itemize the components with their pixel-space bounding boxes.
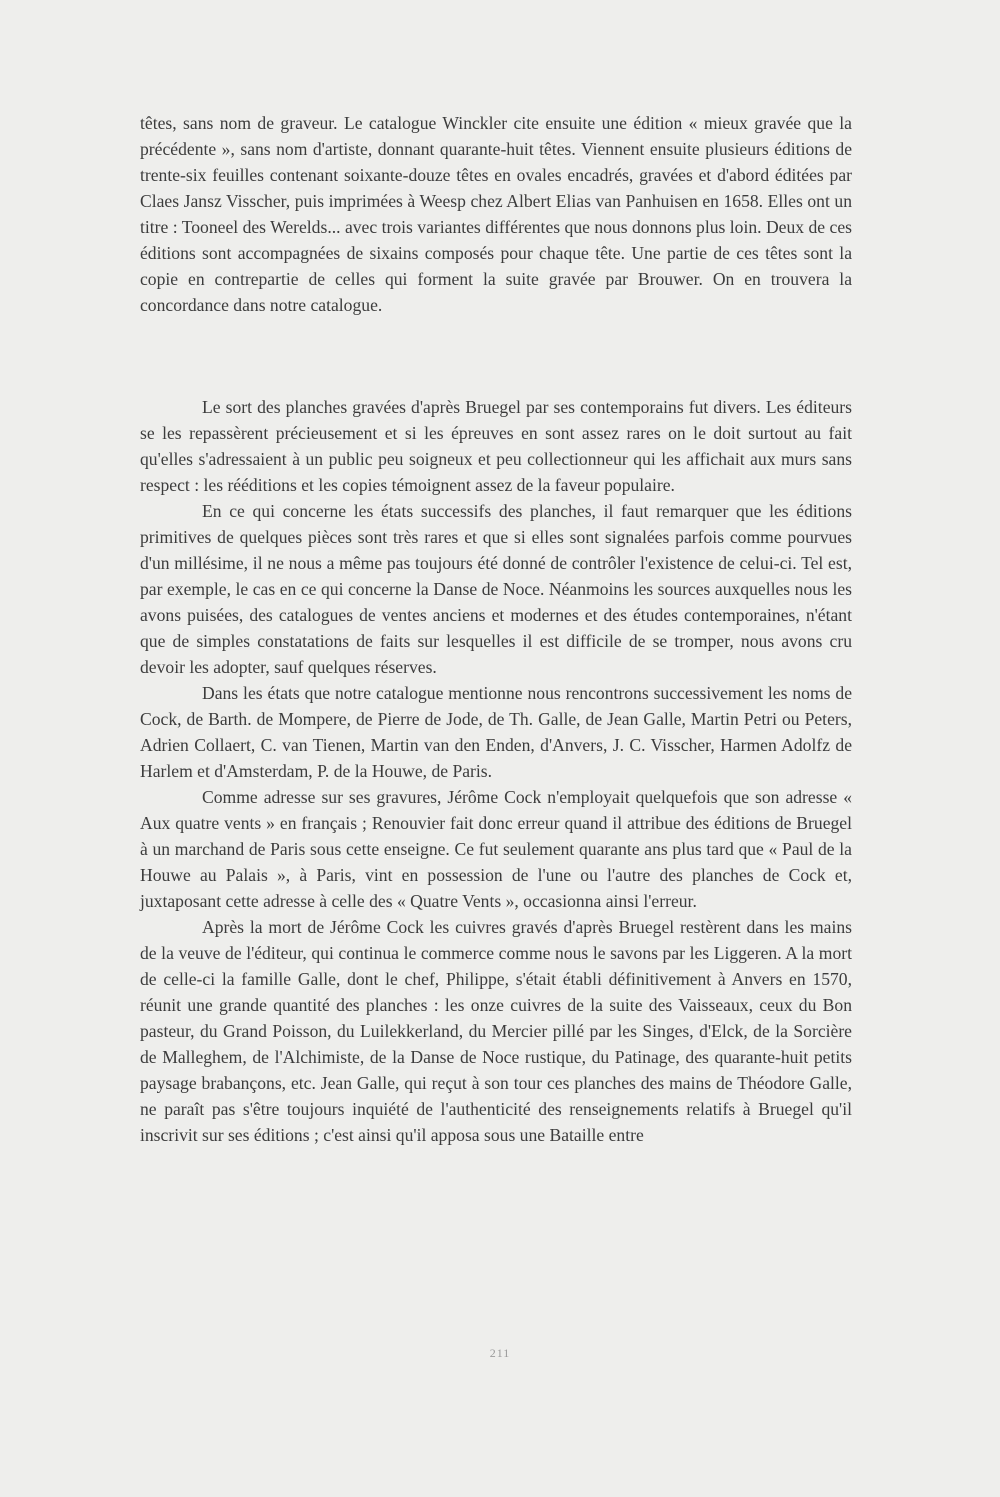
paragraph: Le sort des planches gravées d'après Bruegel par ses contemporains fut divers. Les éditeurs se les repassèrent précieusement et si les épreuves en sont assez rares on le doit surtout au fait qu'elles s'adressaient à un public peu soigneux et peu collectionneur qui les affichait aux murs sans respect : les rééditions et les copies témoignent assez de la faveur populaire. bbox=[140, 397, 852, 495]
paragraph: Dans les états que notre catalogue mentionne nous rencontrons successivement les noms de Cock, de Barth. de Mompere, de Pierre de Jode, de Th. Galle, de Jean Galle, Martin Petri ou Peters, Adrien Collaert, C. van Tienen, Martin van den Enden, d'Anvers, J. C. Visscher, Harmen Adolfz de Harlem et d'Amsterdam, P. de la Houwe, de Paris. bbox=[140, 683, 852, 781]
text-block-top bbox=[140, 110, 852, 318]
page-number: 211 bbox=[489, 1346, 511, 1360]
paragraph: Comme adresse sur ses gravures, Jérôme Cock n'employait quelquefois que son adresse « Aux quatre vents » en français ; Renouvier fait donc erreur quand il attribue des éditions de Bruegel à un marchand de Paris sous cette enseigne. Ce fut seulement quarante ans plus tard que « Paul de la Houwe au Palais », à Paris, vint en possession de l'une ou l'autre des planches de Cock et, juxtaposant cette adresse à celle des « Quatre Vents », occasionna ainsi l'erreur. bbox=[140, 787, 852, 911]
paragraph: Après la mort de Jérôme Cock les cuivres gravés d'après Bruegel restèrent dans les mains de la veuve de l'éditeur, qui continua le commerce comme nous le savons par les Liggeren. A la mort de celle-ci la famille Galle, dont le chef, Philippe, s'était établi définitivement à Anvers en 1570, réunit une grande quantité des planches : les onze cuivres de la suite des Vaisseaux, ceux du Bon pasteur, du Grand Poisson, du Luilekkerland, du Mercier pillé par les Singes, d'Elck, de la Sorcière de Malleghem, de l'Alchimiste, de la Danse de Noce rustique, du Patinage, des quarante-huit petits paysage brabançons, etc. Jean Galle, qui reçut à son tour ces planches des mains de Théodore Galle, ne paraît pas s'être toujours inquiété de l'authenticité des renseignements relatifs à Bruegel qu'il inscrivit sur ses éditions ; c'est ainsi qu'il apposa sous une Bataille entre bbox=[140, 917, 852, 1145]
paragraph: têtes, sans nom de graveur. Le catalogue Winckler cite ensuite une édition « mieux gravée que la précédente », sans nom d'artiste, donnant quarante-huit têtes. Viennent ensuite plusieurs éditions de trente-six feuilles contenant soixante-douze têtes en ovales encadrés, gravées et d'abord éditées par Claes Jansz Visscher, puis imprimées à Weesp chez Albert Elias van Panhuisen en 1658. Elles ont un titre : Tooneel des Werelds... avec trois variantes différentes que nous donnons plus loin. Deux de ces éditions sont accompagnées de sixains composés pour chaque tête. Une partie de ces têtes sont la copie en contrepartie de celles qui forment la suite gravée par Brouwer. On en trouvera la concordance dans notre catalogue. bbox=[140, 113, 852, 315]
text-block-main bbox=[140, 394, 852, 1148]
paragraph: En ce qui concerne les états successifs des planches, il faut remarquer que les éditions primitives de quelques pièces sont très rares et que si elles sont signalées parfois comme pourvues d'un millésime, il ne nous a même pas toujours été donné de contrôler l'existence de celui-ci. Tel est, par exemple, le cas en ce qui concerne la Danse de Noce. Néanmoins les sources auxquelles nous les avons puisées, des catalogues de ventes anciens et modernes et des études contemporaines, n'étant que de simples constatations de faits sur lesquelles il est difficile de se tromper, nous avons cru devoir les adopter, sauf quelques réserves. bbox=[140, 501, 852, 677]
